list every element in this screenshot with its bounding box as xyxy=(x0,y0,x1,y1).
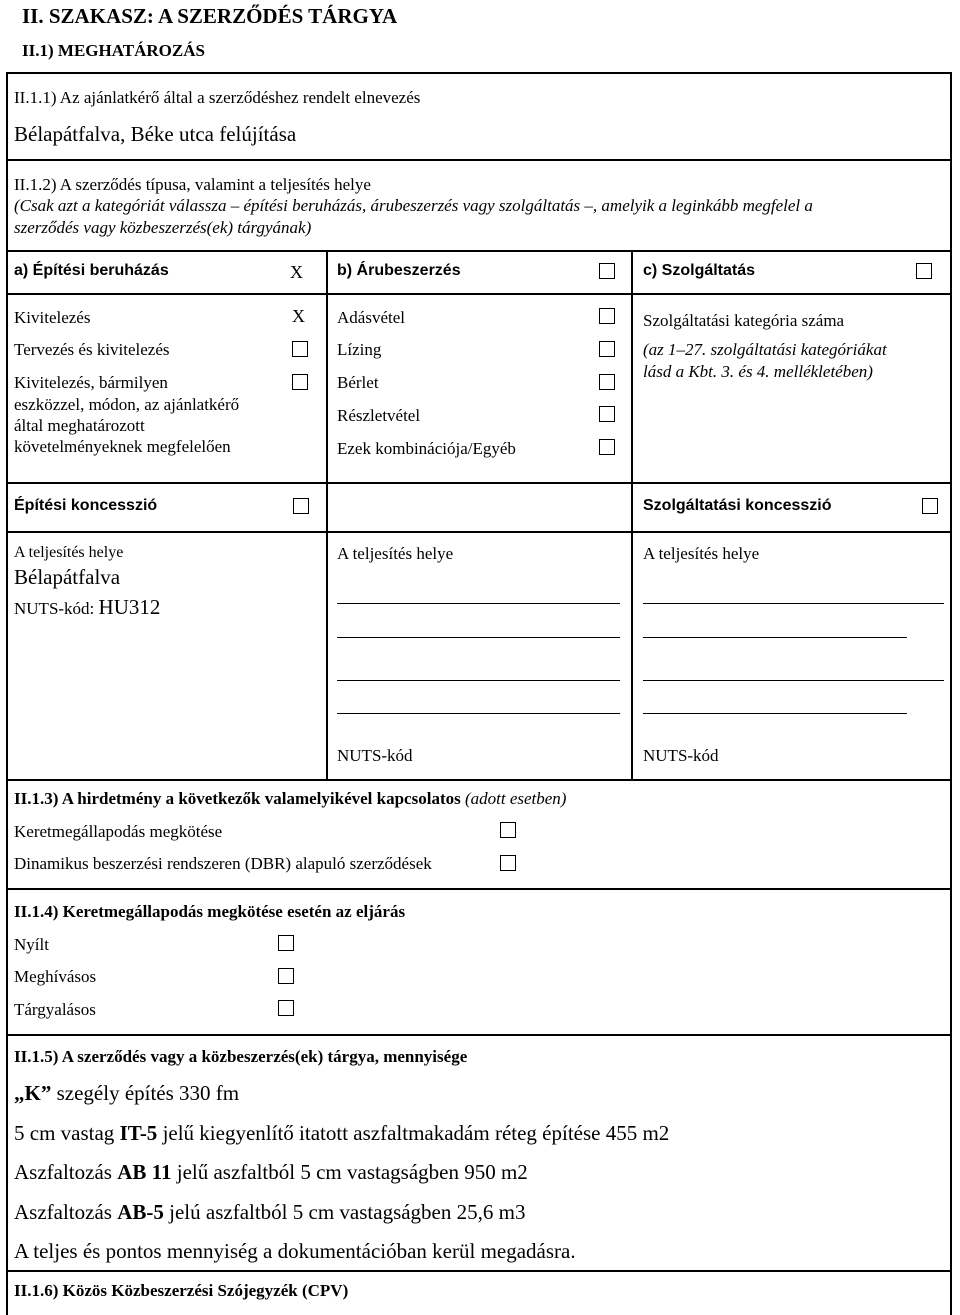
col-c-place-label: A teljesítés helye xyxy=(643,544,760,563)
s113-option-2: Dinamikus beszerzési rendszeren (DBR) alapuló szerződések xyxy=(14,854,432,873)
s115-line-4-b: AB-5 xyxy=(117,1200,164,1224)
col-b-item-5-checkbox[interactable] xyxy=(599,439,615,455)
col-c-title: c) Szolgáltatás xyxy=(643,262,756,279)
s115-line-4-c: jelú aszfaltból 5 cm vastagságben 25,6 m3 xyxy=(163,1200,526,1224)
s114-option-1: Nyílt xyxy=(14,935,49,954)
col-a-mark: X xyxy=(290,262,303,282)
col-a-title: a) Építési beruházás xyxy=(14,262,169,279)
col-b-item-3: Bérlet xyxy=(337,373,379,392)
rule-before-115 xyxy=(6,1034,952,1036)
rule-before-116 xyxy=(6,1270,952,1272)
concession-a-checkbox[interactable] xyxy=(293,498,309,514)
s115-line-3 xyxy=(14,1160,528,1185)
rule-after-111 xyxy=(6,159,952,161)
rule-col-header-bottom xyxy=(6,293,952,295)
concession-c-checkbox[interactable] xyxy=(922,498,938,514)
col-c-place-line-1[interactable] xyxy=(643,603,944,604)
col-b-place-line-2[interactable] xyxy=(337,637,620,638)
s114-option-2: Meghívásos xyxy=(14,967,97,986)
s113-option-1: Keretmegállapodás megkötése xyxy=(14,822,223,841)
col-a-place-value: Bélapátfalva xyxy=(14,565,121,589)
s115-line-4-a: Aszfaltozás xyxy=(14,1200,118,1224)
col-c-place-line-3[interactable] xyxy=(643,680,944,681)
col-b-item-4-checkbox[interactable] xyxy=(599,406,615,422)
col-c-note-line1: (az 1–27. szolgáltatási kategóriákat xyxy=(643,340,887,359)
concession-c-label: Szolgáltatási koncesszió xyxy=(643,497,832,514)
rule-before-114 xyxy=(6,888,952,890)
subsection-title: II.1) MEGHATÁROZÁS xyxy=(22,41,205,60)
col-a-item-1-mark: X xyxy=(292,306,305,326)
col-b-nuts-label: NUTS-kód xyxy=(337,746,413,765)
s114-option-3-checkbox[interactable] xyxy=(278,1000,294,1016)
col-b-item-3-checkbox[interactable] xyxy=(599,374,615,390)
col-b-place-line-3[interactable] xyxy=(337,680,620,681)
s112-note-line1: (Csak azt a kategóriát válassza – építési beruházás, árubeszerzés vagy szolgáltatás –, amelyik a leginkább megfelel a xyxy=(14,196,813,215)
col-divider-2 xyxy=(631,250,633,779)
s112-heading: II.1.2) A szerződés típusa, valamint a teljesítés helye xyxy=(14,175,371,194)
col-a-nuts xyxy=(14,595,160,620)
col-a-nuts-value: HU312 xyxy=(98,595,161,619)
s114-option-3: Tárgyalásos xyxy=(14,1000,96,1019)
col-b-place-line-1[interactable] xyxy=(337,603,620,604)
s115-heading: II.1.5) A szerződés vagy a közbeszerzés(ek) tárgya, mennyisége xyxy=(14,1047,468,1066)
col-a-item-3-line4: követelményeknek megfelelően xyxy=(14,437,231,456)
col-a-item-1: Kivitelezés xyxy=(14,308,91,327)
s115-line-3-b: AB 11 xyxy=(117,1160,172,1184)
col-b-item-2-checkbox[interactable] xyxy=(599,341,615,357)
s114-option-2-checkbox[interactable] xyxy=(278,968,294,984)
s113-option-2-checkbox[interactable] xyxy=(500,855,516,871)
col-b-place-line-4[interactable] xyxy=(337,713,620,714)
s114-option-1-checkbox[interactable] xyxy=(278,935,294,951)
s111-heading: II.1.1) Az ajánlatkérő által a szerződéshez rendelt elnevezés xyxy=(14,88,421,107)
section-title: II. SZAKASZ: A SZERZŐDÉS TÁRGYA xyxy=(22,4,398,28)
col-a-place-label: A teljesítés helye xyxy=(14,544,124,561)
s113-heading-italic: (adott esetben) xyxy=(460,789,567,808)
s115-line-2 xyxy=(14,1121,669,1146)
s113-option-1-checkbox[interactable] xyxy=(500,822,516,838)
rule-before-113 xyxy=(6,779,952,781)
col-b-item-1: Adásvétel xyxy=(337,308,405,327)
col-c-checkbox[interactable] xyxy=(916,263,932,279)
s115-line-2-a: 5 cm vastag xyxy=(14,1121,120,1145)
rule-col-header-top xyxy=(6,250,952,252)
col-b-title: b) Árubeszerzés xyxy=(337,262,461,279)
s115-line-1-rest: szegély építés 330 fm xyxy=(51,1081,240,1105)
col-a-item-3-checkbox[interactable] xyxy=(292,374,308,390)
concession-a-label: Építési koncesszió xyxy=(14,497,158,514)
frame-right xyxy=(950,72,952,1315)
col-c-nuts-label: NUTS-kód xyxy=(643,746,719,765)
s113-heading xyxy=(14,789,566,809)
rule-concession-top xyxy=(6,482,952,484)
frame-left xyxy=(6,72,8,1315)
col-c-note-line2: lásd a Kbt. 3. és 4. mellékletében) xyxy=(643,362,873,381)
s116-heading: II.1.6) Közös Közbeszerzési Szójegyzék (CPV) xyxy=(14,1281,349,1300)
s114-heading: II.1.4) Keretmegállapodás megkötése esetén az eljárás xyxy=(14,902,406,921)
s112-note-line2: szerződés vagy közbeszerzés(ek) tárgyának) xyxy=(14,218,312,237)
col-a-nuts-label: NUTS-kód: xyxy=(14,599,95,618)
col-c-place-line-2[interactable] xyxy=(643,637,907,638)
s113-heading-bold: II.1.3) A hirdetmény a következők valamelyikével kapcsolatos xyxy=(14,789,461,808)
rule-concession-bottom xyxy=(6,531,952,533)
col-b-item-4: Részletvétel xyxy=(337,406,421,425)
col-b-place-label: A teljesítés helye xyxy=(337,544,454,563)
s115-line-5: A teljes és pontos mennyiség a dokumentációban kerül megadásra. xyxy=(14,1239,576,1263)
col-b-item-5: Ezek kombinációja/Egyéb xyxy=(337,439,516,458)
col-a-item-2: Tervezés és kivitelezés xyxy=(14,340,170,359)
s115-line-1-quote: „K” xyxy=(14,1081,52,1105)
rule-top xyxy=(6,72,952,74)
col-a-item-3-line1: Kivitelezés, bármilyen xyxy=(14,373,168,392)
s115-line-2-b: IT-5 xyxy=(119,1121,158,1145)
col-c-category-label: Szolgáltatási kategória száma xyxy=(643,311,845,330)
s115-line-3-c: jelű aszfaltból 5 cm vastagságben 950 m2 xyxy=(171,1160,528,1184)
col-b-item-1-checkbox[interactable] xyxy=(599,308,615,324)
col-b-checkbox[interactable] xyxy=(599,263,615,279)
col-a-item-3-line2: eszközzel, módon, az ajánlatkérő xyxy=(14,395,240,414)
s115-line-3-a: Aszfaltozás xyxy=(14,1160,118,1184)
col-divider-1 xyxy=(326,250,328,779)
s115-line-4 xyxy=(14,1200,525,1225)
col-b-item-2: Lízing xyxy=(337,340,382,359)
s115-line-2-c: jelű kiegyenlítő itatott aszfaltmakadám réteg építése 455 m2 xyxy=(157,1121,670,1145)
col-a-item-2-checkbox[interactable] xyxy=(292,341,308,357)
s115-line-1 xyxy=(14,1081,239,1106)
col-a-item-3-line3: által meghatározott xyxy=(14,416,145,435)
s111-value: Bélapátfalva, Béke utca felújítása xyxy=(14,122,297,146)
col-c-place-line-4[interactable] xyxy=(643,713,907,714)
